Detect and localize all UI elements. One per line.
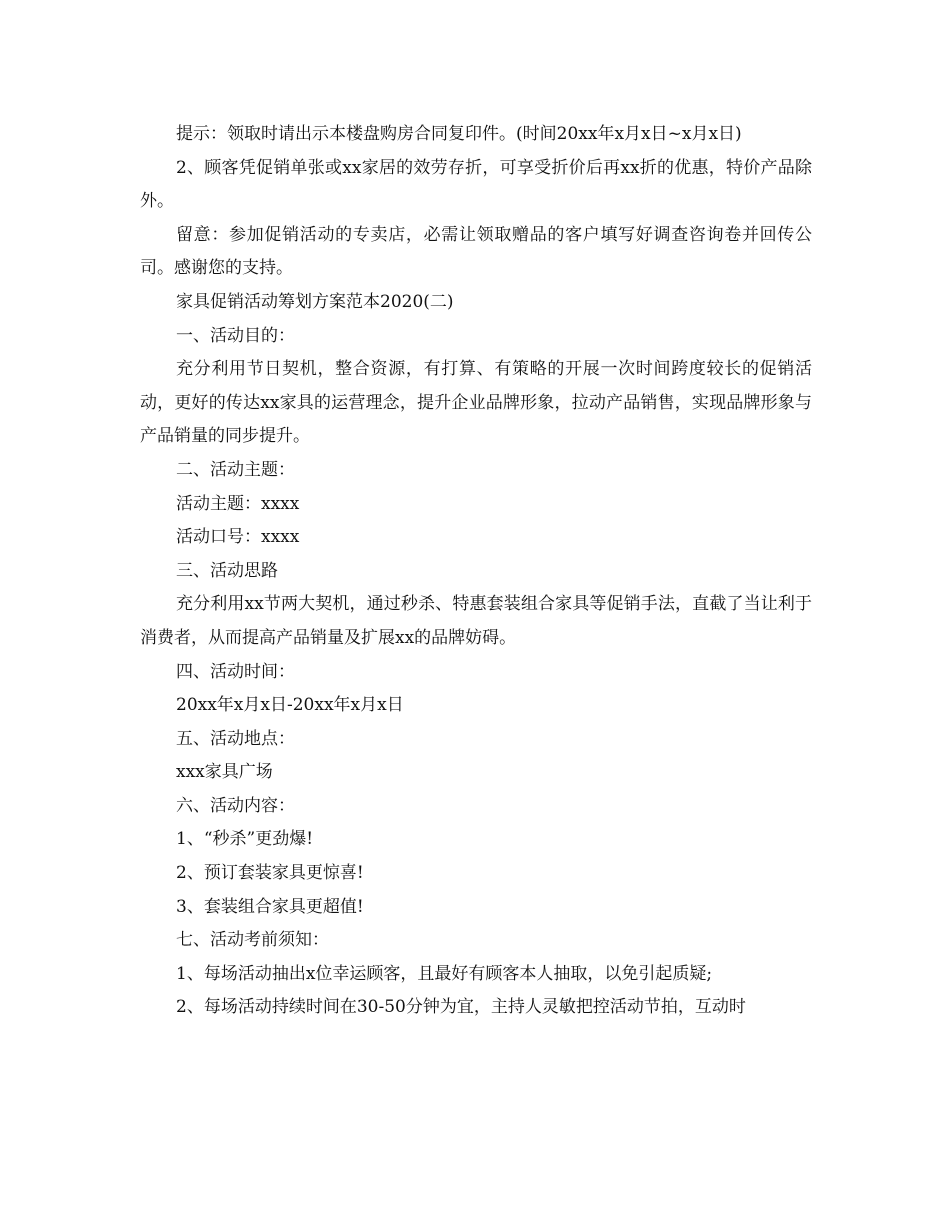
paragraph-tip: 提示：领取时请出示本楼盘购房合同复印件。(时间20xx年x月x日~x月x日) (176, 124, 742, 144)
heading-location: 五、活动地点： (176, 728, 295, 749)
paragraph-notice: 留意：参加促销活动的专卖店，必需让领取赠品的客户填写好调查咨询卷并回传公司。感谢您的支持。 (140, 224, 812, 279)
paragraph-time: 20xx年x月x日-20xx年x月x日 (176, 695, 404, 716)
list-item-notes-2: 2、每场活动持续时间在30-50分钟为宜，主持人灵敏把控活动节拍，互动时 (176, 997, 746, 1018)
paragraph-discount: 2、顾客凭促销单张或xx家居的效劳存折，可享受折价后再xx折的优惠，特价产品除外。 (140, 157, 812, 212)
heading-time: 四、活动时间： (176, 661, 295, 682)
list-item-notes-1: 1、每场活动抽出x位幸运顾客，且最好有顾客本人抽取，以免引起质疑; (176, 963, 713, 984)
heading-approach: 三、活动思路 (176, 560, 278, 581)
paragraph-theme: 活动主题：xxxx (176, 493, 300, 514)
list-item-content-2: 2、预订套装家具更惊喜! (176, 863, 364, 884)
heading-notes: 七、活动考前须知： (176, 930, 329, 951)
heading-content: 六、活动内容： (176, 795, 295, 816)
paragraph-purpose: 充分利用节日契机，整合资源，有打算、有策略的开展一次时间跨度较长的促销活动，更好的传达xx家具的运营理念，提升企业品牌形象，拉动产品销售，实现品牌形象与产品销量的同步提升。 (140, 359, 812, 447)
paragraph-location: xxx家具广场 (176, 762, 273, 783)
paragraph-slogan: 活动口号：xxxx (176, 527, 300, 548)
section-title: 家具促销活动筹划方案范本2020(二) (176, 291, 454, 312)
document-body (140, 118, 812, 1025)
heading-theme: 二、活动主题： (176, 459, 295, 480)
list-item-content-1: 1、“秒杀”更劲爆! (176, 829, 314, 850)
paragraph-approach: 充分利用xx节两大契机，通过秒杀、特惠套装组合家具等促销手法，直截了当让利于消费者，从而提高产品销量及扩展xx的品牌妨碍。 (140, 594, 812, 648)
list-item-content-3: 3、套装组合家具更超值! (176, 896, 364, 917)
heading-purpose: 一、活动目的： (176, 325, 295, 346)
